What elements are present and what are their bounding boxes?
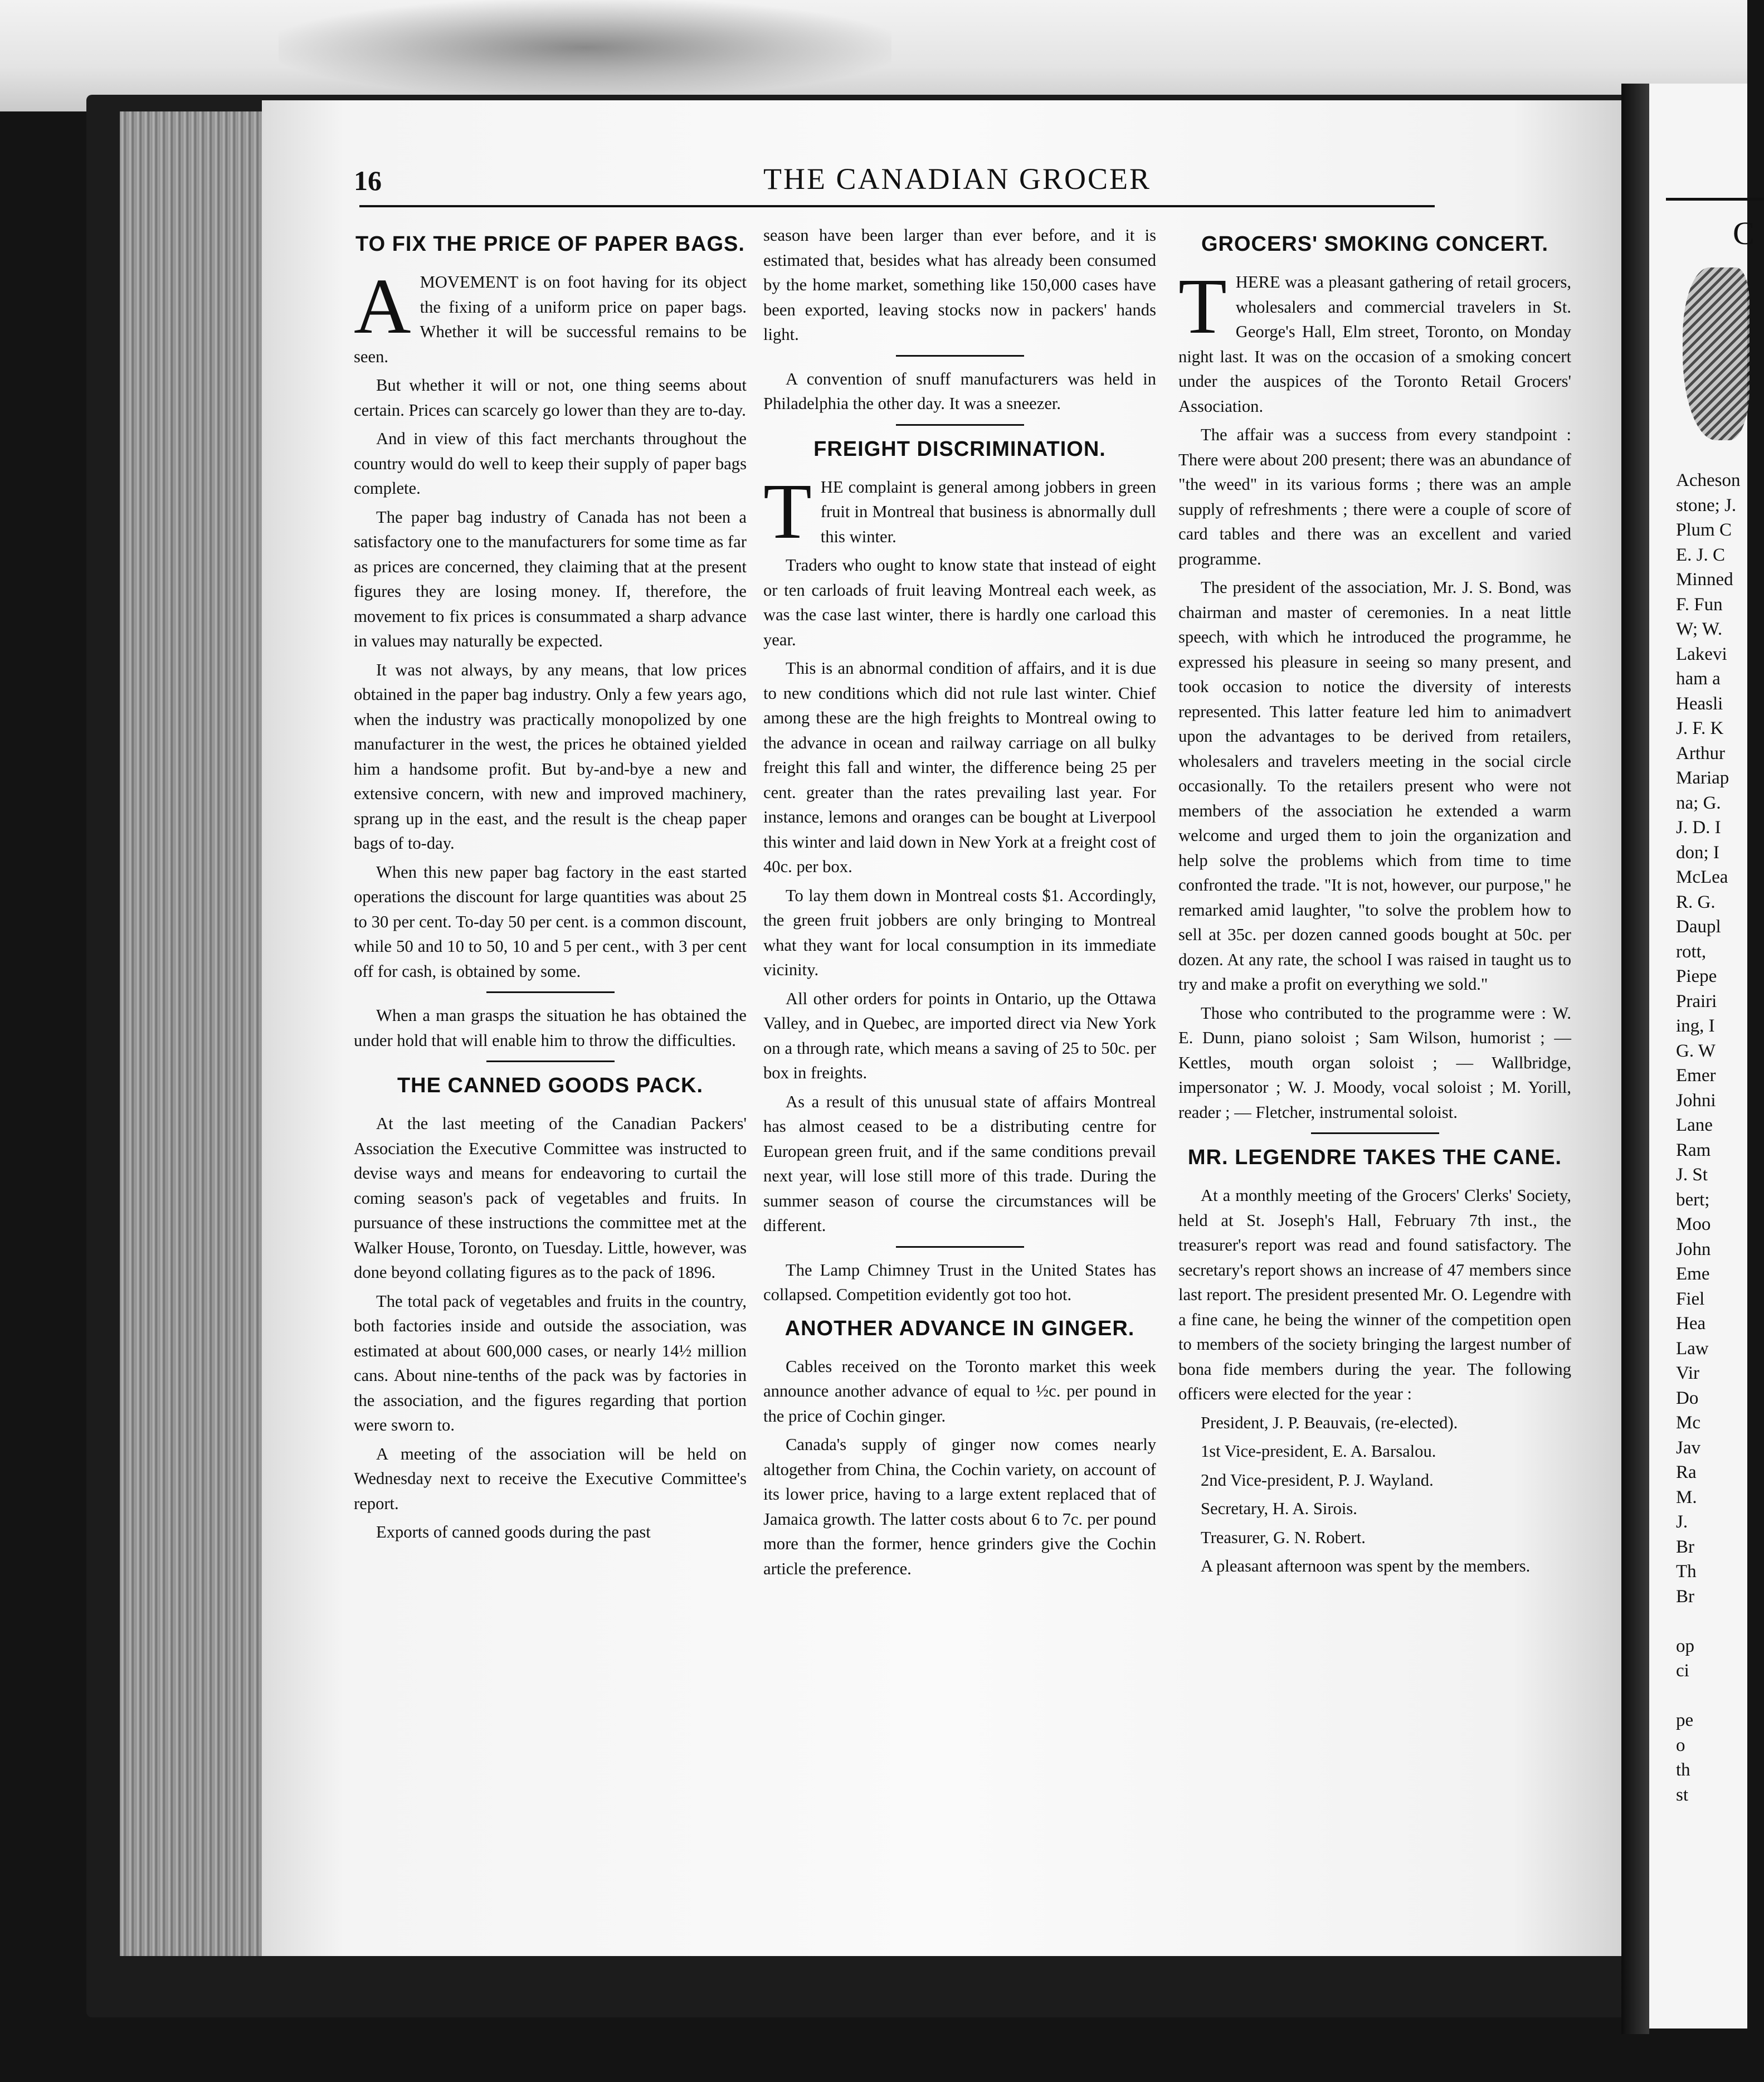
facing-page-line-fragment: R. G.: [1676, 892, 1716, 912]
facing-page-line-fragment: Do: [1676, 1388, 1699, 1408]
column-left: [354, 223, 747, 1549]
officer-entry: 2nd Vice-president, P. J. Wayland.: [1201, 1470, 1434, 1490]
article-paragraph: Exports of canned goods during the past: [376, 1522, 651, 1541]
facing-page-line-fragment: Heasli: [1676, 693, 1723, 714]
article-paragraph: THE complaint is general among jobbers in green fruit in Montreal that business is abnormally dull this winter.: [763, 466, 1156, 555]
facing-page-line-fragment: Minned: [1676, 570, 1733, 590]
book-gutter: [1621, 84, 1649, 2034]
section-divider: [896, 424, 1024, 426]
column-middle: [763, 223, 1156, 1585]
article-paragraph: A pleasant afternoon was spent by the members.: [1201, 1556, 1531, 1575]
officer-entry: Treasurer, G. N. Robert.: [1201, 1528, 1366, 1547]
facing-page-line-fragment: Ra: [1676, 1462, 1697, 1482]
facing-page-line-fragment: Hea: [1676, 1314, 1706, 1334]
article-paragraph: But whether it will or not, one thing seems about certain. Prices can scarcely go lower than they are to-day.: [354, 376, 747, 420]
facing-page-line-fragment: M.: [1676, 1487, 1697, 1507]
facing-page-header-letter: C: [1733, 215, 1755, 251]
facing-page-line-fragment: Br: [1676, 1586, 1694, 1607]
column-right: [1178, 223, 1571, 1583]
facing-page-line-fragment: John: [1676, 1239, 1711, 1259]
facing-page-line-fragment: na; G.: [1676, 792, 1721, 813]
facing-page-line-fragment: Lakevi: [1676, 644, 1727, 664]
facing-page-line-fragment: Ram: [1676, 1140, 1711, 1160]
facing-page-line-fragment: W; W.: [1676, 619, 1723, 639]
facing-page-line-fragment: bert;: [1676, 1189, 1710, 1210]
facing-page-line-fragment: Lane: [1676, 1115, 1713, 1135]
article-paragraph: The president of the association, Mr. J. S. Bond, was chairman and master of ceremonies. In a neat little speech, with which he introduced the programme, he expressed his pleasure in seeing so many present, and took occasion to notice the diversity of interests represented. This latter feature led him to animadvert upon the advantages to be derived from retailers, wholesalers and travelers meeting in the social circle occasionally. To the retailers present who were not members of the association he extended a warm welcome and urged them to join the organization and help solve the problems which from time to time confronted the trade. "It is not, however, our purpose," he remarked amid laughter, "to solve the problem how to sell at 35c. per dozen canned goods bought at 50c. per dozen. At any rate, the school I was raised in taught us to try and make a profit on everything we sold.": [1178, 578, 1571, 994]
facing-page-line-fragment: Daupl: [1676, 917, 1721, 937]
article-paragraph: This is an abnormal condition of affairs, and it is due to new conditions which did not rule last winter. Chief among these are the high freights to Montreal owing to the advance in ocean and railway carriage on all bulky freight this fall and winter, the difference being 25 per cent. greater than the rates prevailing last year. For instance, lemons and oranges can be bought at Liverpool this winter and laid down in New York at a freight cost of 40c. per box.: [763, 659, 1156, 876]
page-edges: [120, 111, 262, 1956]
article-paragraph: Cables received on the Toronto market this week announce another advance of equal to ½c. per pound in the price of Cochin ginger.: [763, 1356, 1156, 1426]
facing-page-line-fragment: G. W: [1676, 1040, 1716, 1061]
article-paragraph: Traders who ought to know state that instead of eight or ten carloads of fruit leaving Montreal each week, as was the case last winter, there is hardly one carload this year.: [763, 556, 1156, 649]
ink-smudge: [279, 0, 891, 95]
article-paragraph: At a monthly meeting of the Grocers' Clerks' Society, held at St. Joseph's Hall, February 7th inst., the treasurer's report was read and found satisfactory. The secretary's report shows an increase of 47 members since last report. The president presented Mr. O. Legendre with a fine cane, he being the winner of the competition open to members of the society bringing the largest number of bona fide members during the year. The following officers were elected for the year :: [1178, 1186, 1571, 1403]
facing-page-line-fragment: rott,: [1676, 941, 1707, 962]
article-paragraph: As a result of this unusual state of affairs Montreal has almost ceased to be a distributing centre for European green fruit, and if the same conditions prevail next year, will lose still more of this trade. During the summer season of course the circumstances will be different.: [763, 1092, 1156, 1235]
facing-page-line-fragment: J. F. K: [1676, 718, 1724, 738]
facing-page-line-fragment: Prairi: [1676, 991, 1717, 1011]
facing-page-line-fragment: E. J. C: [1676, 544, 1726, 565]
facing-page-ornament-illustration: [1683, 267, 1750, 440]
facing-page-line-fragment: F. Fun: [1676, 594, 1723, 615]
article-paragraph: THERE was a pleasant gathering of retail grocers, wholesalers and commercial travelers in St. George's Hall, Elm street, Toronto, on Monday night last. It was on the occasion of a smoking concert under the auspices of the Toronto Retail Grocers' Association.: [1178, 262, 1571, 416]
officers-list: [1178, 1410, 1571, 1550]
article-paragraph: The Lamp Chimney Trust in the United States has collapsed. Competition evidently got too hot.: [763, 1260, 1156, 1304]
facing-page-line-fragment: stone; J.: [1676, 495, 1737, 515]
headline-smoking-concert: GROCERS' SMOKING CONCERT.: [1201, 232, 1549, 256]
facing-page-text-fragments: [1676, 468, 1740, 1807]
masthead-rule: [359, 205, 1435, 207]
article-paragraph: Those who contributed to the programme were : W. E. Dunn, piano soloist ; Sam Wilson, humorist ; — Kettles, mouth organ soloist ; — Wallbridge, impersonator ; W. J. Moody, vocal soloist ; M. Yorill, reader ; — Fletcher, instrumental soloist.: [1178, 1003, 1571, 1122]
facing-page-line-fragment: op: [1676, 1636, 1694, 1656]
facing-page-line-fragment: Acheson: [1676, 470, 1741, 490]
facing-page-line-fragment: Jav: [1676, 1437, 1700, 1458]
article-paragraph: season have been larger than ever before, and it is estimated that, besides what has already been consumed by the home market, something like 150,000 cases have been exported, leaving stocks now in packers' hands light.: [763, 226, 1156, 344]
drop-cap: A: [354, 262, 411, 350]
article-paragraph: When this new paper bag factory in the east started operations the discount for large quantities was about 25 to 30 per cent. To-day 50 per cent. is a common discount, while 50 and 10 to 50, 10 and 5 per cent., with 3 per cent off for cash, is obtained by some.: [354, 862, 747, 981]
facing-page-line-fragment: McLea: [1676, 867, 1728, 887]
facing-page-line-fragment: pe: [1676, 1710, 1694, 1730]
masthead-title: THE CANADIAN GROCER: [763, 162, 1151, 196]
headline-paper-bags: TO FIX THE PRICE OF PAPER BAGS.: [355, 232, 745, 256]
section-divider: [896, 355, 1024, 357]
facing-page-line-fragment: ing, I: [1676, 1016, 1715, 1036]
article-paragraph: When a man grasps the situation he has obtained the under hold that will enable him to throw the difficulties.: [354, 1006, 747, 1050]
facing-page-line-fragment: Fiel: [1676, 1288, 1705, 1309]
article-paragraph: The affair was a success from every standpoint : There were about 200 present; there was an abundance of "the weed" in its various forms ; there was an ample supply of refreshments ; there were a couple of score of card tables and there was an excellent and varied programme.: [1178, 425, 1571, 568]
headline-ginger: ANOTHER ADVANCE IN GINGER.: [784, 1316, 1135, 1340]
facing-page-line-fragment: Th: [1676, 1562, 1697, 1582]
facing-page-line-fragment: Emer: [1676, 1066, 1716, 1086]
facing-page-line-fragment: ci: [1676, 1661, 1689, 1681]
facing-page-line-fragment: J. D. I: [1676, 818, 1721, 838]
article-paragraph: AMOVEMENT is on foot having for its object the fixing of a uniform price on paper bags. Whether it will be successful remains to be seen.: [354, 262, 747, 366]
facing-page-line-fragment: th: [1676, 1760, 1690, 1780]
headline-freight: FREIGHT DISCRIMINATION.: [813, 437, 1106, 461]
article-paragraph: It was not always, by any means, that low prices obtained in the paper bag industry. Only a few years ago, when the industry was practically monopolized by one manufacturer in the west, the prices he obtained yielded him a handsome profit. But by-and-bye a new and extensive concern, with new and improved machinery, sprang up in the east, and the result is the cheap paper bags of to-day.: [354, 660, 747, 853]
section-divider: [896, 1246, 1024, 1248]
section-divider: [486, 991, 615, 993]
facing-page-line-fragment: Eme: [1676, 1264, 1710, 1284]
facing-page-line-fragment: o: [1676, 1735, 1685, 1755]
article-paragraph: The total pack of vegetables and fruits in the country, both factories inside and outside the association, was estimated at about 600,000 cases, or nearly 14½ million cans. About nine-tenths of the pack was by factories in the association, and the figures regarding that portion were sworn to.: [354, 1291, 747, 1434]
facing-page-line-fragment: st: [1676, 1784, 1689, 1805]
facing-page-line-fragment: J.: [1676, 1512, 1688, 1532]
headline-legendre-cane: MR. LEGENDRE TAKES THE CANE.: [1187, 1146, 1562, 1169]
page-number: 16: [354, 165, 382, 196]
article-paragraph: At the last meeting of the Canadian Packers' Association the Executive Committee was instructed to devise ways and means for endeavoring to curtail the coming season's pack of vegetables and fruits. In pursuance of these instructions the committee met at the Walker House, Toronto, on Tuesday. Little, however, was done beyond collating figures as to the pack of 1896.: [354, 1114, 747, 1282]
facing-page-line-fragment: Arthur: [1676, 743, 1725, 763]
officer-entry: Secretary, H. A. Sirois.: [1201, 1499, 1357, 1518]
article-paragraph: All other orders for points in Ontario, up the Ottawa Valley, and in Quebec, are imported direct via New York on a through rate, which means a saving of 25 to 50c. per box in freights.: [763, 989, 1156, 1082]
facing-page-line-fragment: Vir: [1676, 1363, 1700, 1383]
section-divider: [1311, 1132, 1439, 1134]
facing-page-line-fragment: Piepe: [1676, 966, 1717, 986]
article-paragraph: And in view of this fact merchants throughout the country would do well to keep their supply of paper bags complete.: [354, 429, 747, 498]
officer-entry: President, J. P. Beauvais, (re-elected).: [1201, 1413, 1458, 1432]
headline-canned-goods: THE CANNED GOODS PACK.: [397, 1074, 704, 1097]
facing-page-line-fragment: Law: [1676, 1338, 1709, 1359]
section-divider: [486, 1061, 615, 1062]
facing-page-line-fragment: Johni: [1676, 1090, 1716, 1111]
facing-page-rule: [1666, 198, 1764, 201]
facing-page-line-fragment: Plum C: [1676, 520, 1732, 540]
article-paragraph: Canada's supply of ginger now comes nearly altogether from China, the Cochin variety, on account of its lower price, having to a large extent replaced that of Jamaica growth. The latter costs about 6 to 7c. per pound more than the former, hence grinders give the Cochin article the preference.: [763, 1435, 1156, 1578]
drop-cap: T: [763, 466, 812, 555]
facing-page-line-fragment: Mariap: [1676, 768, 1729, 788]
facing-page: [1649, 84, 1755, 2029]
article-paragraph: To lay them down in Montreal costs $1. Accordingly, the green fruit jobbers are only bringing to Montreal what they want for local consumption in its immediate vicinity.: [763, 886, 1156, 979]
article-paragraph: A convention of snuff manufacturers was held in Philadelphia the other day. It was a sneezer.: [763, 369, 1156, 413]
facing-page-line-fragment: [1676, 1609, 1740, 1634]
drop-cap: T: [1178, 262, 1227, 350]
facing-page-line-fragment: Br: [1676, 1536, 1694, 1557]
officer-entry: 1st Vice-president, E. A. Barsalou.: [1201, 1442, 1436, 1461]
facing-page-line-fragment: Mc: [1676, 1413, 1700, 1433]
article-paragraph: A meeting of the association will be held on Wednesday next to receive the Executive Committee's report.: [354, 1444, 747, 1513]
facing-page-line-fragment: ham a: [1676, 669, 1721, 689]
facing-page-line-fragment: J. St: [1676, 1165, 1708, 1185]
article-paragraph: The paper bag industry of Canada has not been a satisfactory one to the manufacturers for some time as far as prices are concerned, they claiming that at the present figures they are losing money. If, therefore, the movement to fix prices is consummated a sharp advance in values may naturally be expected.: [354, 507, 747, 650]
facing-page-line-fragment: [1676, 1684, 1740, 1709]
facing-page-line-fragment: don; I: [1676, 842, 1719, 863]
facing-page-line-fragment: Moo: [1676, 1214, 1711, 1234]
magazine-page: [262, 100, 1621, 1956]
